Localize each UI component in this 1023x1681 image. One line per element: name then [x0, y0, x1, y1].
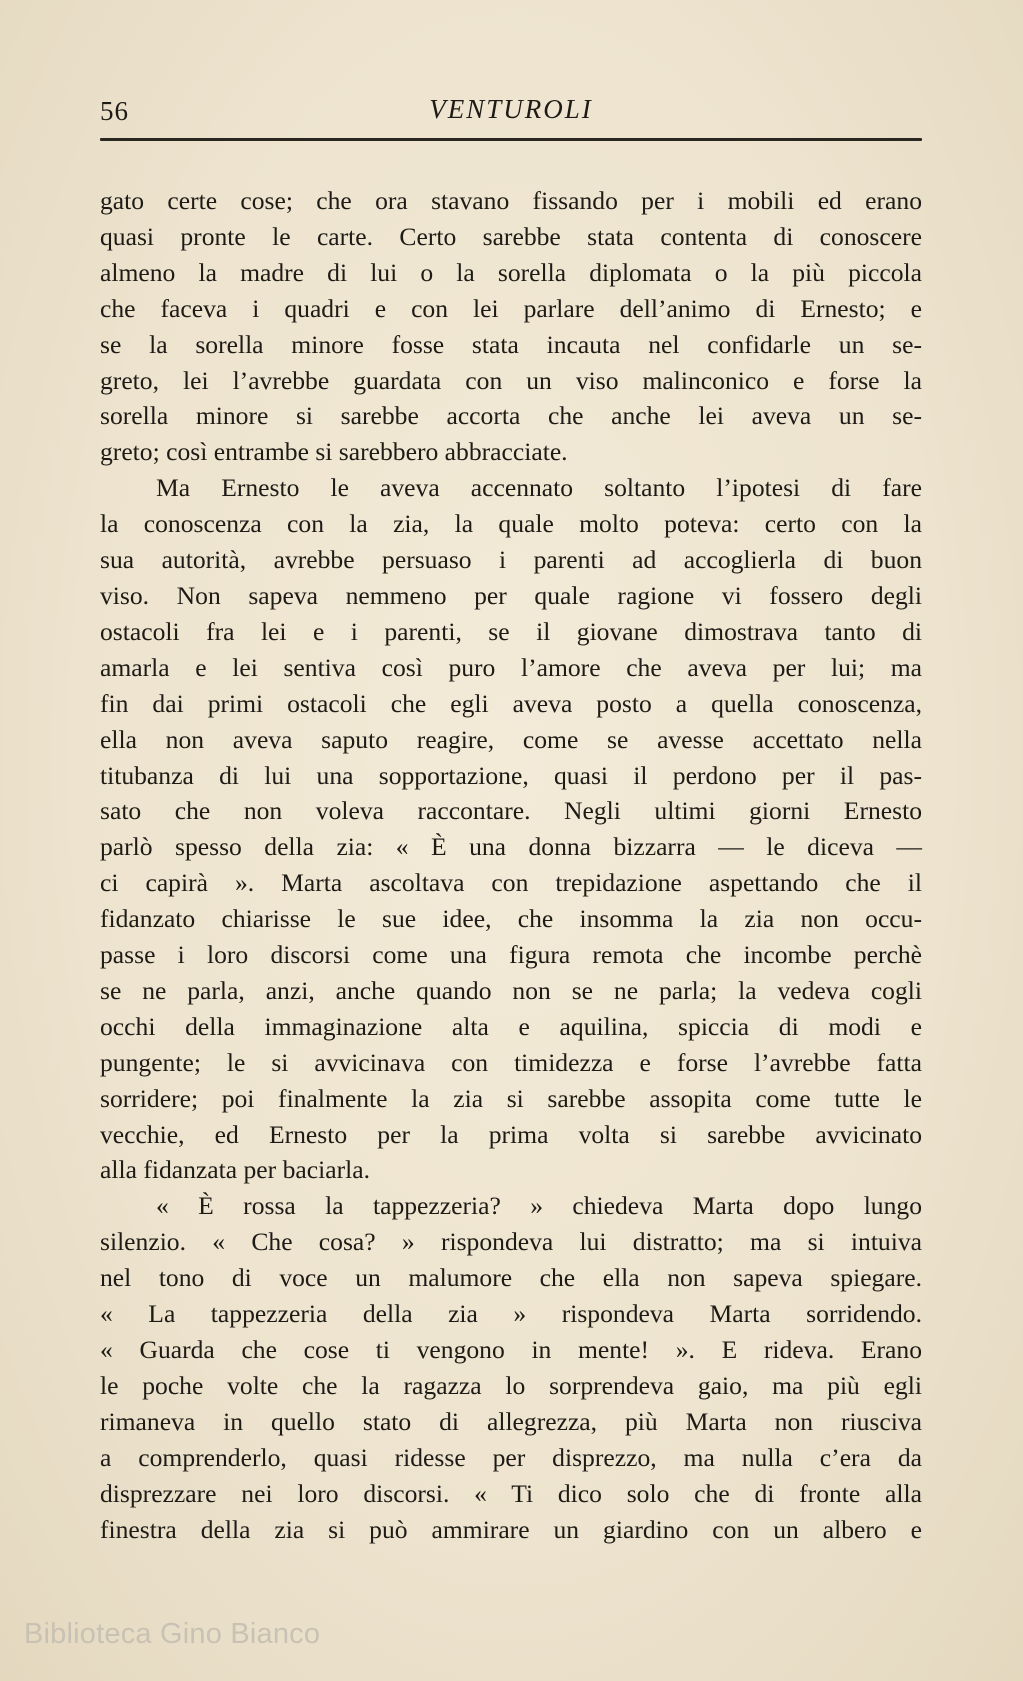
header-rule	[100, 138, 922, 141]
text-line: « La tappezzeria della zia » rispondeva Marta sorridendo.	[100, 1299, 922, 1329]
text-line: almeno la madre di lui o la sorella diplomata o la più piccola	[100, 257, 922, 287]
text-line: sorridere; poi finalmente la zia si sarebbe assopita come tutte le	[100, 1083, 922, 1113]
text-line: se la sorella minore fosse stata incauta nel confidarle un se-	[100, 329, 922, 359]
text-line: se ne parla, anzi, anche quando non se ne parla; la vedeva cogli	[100, 975, 922, 1005]
text-line: ci capirà ». Marta ascoltava con trepidazione aspettando che il	[100, 868, 922, 898]
text-line: parlò spesso della zia: « È una donna bizzarra — le diceva —	[100, 832, 922, 862]
text-line: a comprenderlo, quasi ridesse per disprezzo, ma nulla c’era da	[100, 1442, 922, 1472]
text-line: pungente; le si avvicinava con timidezza e forse l’avrebbe fatta	[100, 1047, 922, 1077]
page-number: 56	[100, 96, 129, 126]
text-line: greto, lei l’avrebbe guardata con un viso malinconico e forse la	[100, 365, 922, 395]
text-line: amarla e lei sentiva così puro l’amore che aveva per lui; ma	[100, 652, 922, 682]
text-line: finestra della zia si può ammirare un giardino con un albero e	[100, 1514, 922, 1544]
text-line: sato che non voleva raccontare. Negli ultimi giorni Ernesto	[100, 796, 922, 826]
text-line: rimaneva in quello stato di allegrezza, più Marta non riusciva	[100, 1406, 922, 1436]
text-line: fidanzato chiarisse le sue idee, che insomma la zia non occu-	[100, 904, 922, 934]
text-line: sua autorità, avrebbe persuaso i parenti ad accoglierla di buon	[100, 545, 922, 575]
text-line: sorella minore si sarebbe accorta che anche lei aveva un se-	[100, 401, 922, 431]
text-line: quasi pronte le carte. Certo sarebbe stata contenta di conoscere	[100, 221, 922, 251]
text-line: viso. Non sapeva nemmeno per quale ragione vi fossero degli	[100, 580, 922, 610]
body-text	[100, 183, 922, 1547]
text-line: passe i loro discorsi come una figura remota che incombe perchè	[100, 940, 922, 970]
text-line: greto; così entrambe si sarebbero abbracciate.	[100, 437, 568, 467]
text-line: titubanza di lui una sopportazione, quasi il perdono per il pas-	[100, 760, 922, 790]
text-line: che faceva i quadri e con lei parlare dell’animo di Ernesto; e	[100, 293, 922, 323]
text-line: nel tono di voce un malumore che ella non sapeva spiegare.	[100, 1263, 922, 1293]
running-head: VENTUROLI	[429, 94, 593, 124]
text-line: vecchie, ed Ernesto per la prima volta si sarebbe avvicinato	[100, 1119, 922, 1149]
text-line: alla fidanzata per baciarla.	[100, 1155, 370, 1185]
text-line: ostacoli fra lei e i parenti, se il giovane dimostrava tanto di	[100, 616, 922, 646]
text-line: gato certe cose; che ora stavano fissando per i mobili ed erano	[100, 186, 922, 215]
text-line: « Guarda che cose ti vengono in mente! ». E rideva. Erano	[100, 1335, 922, 1364]
text-line: occhi della immaginazione alta e aquilina, spiccia di modi e	[100, 1011, 922, 1041]
text-line: le poche volte che la ragazza lo sorprendeva gaio, ma più egli	[100, 1370, 922, 1400]
page-header	[100, 90, 922, 132]
text-line: Ma Ernesto le aveva accennato soltanto l’ipotesi di fare	[156, 473, 922, 503]
text-line: la conoscenza con la zia, la quale molto poteva: certo con la	[100, 509, 922, 539]
text-line: fin dai primi ostacoli che egli aveva posto a quella conoscenza,	[100, 688, 922, 718]
text-line: disprezzare nei loro discorsi. « Ti dico solo che di fronte alla	[100, 1478, 922, 1508]
text-line: silenzio. « Che cosa? » rispondeva lui distratto; ma si intuiva	[100, 1227, 922, 1257]
watermark: Biblioteca Gino Bianco	[24, 1618, 321, 1650]
text-line: « È rossa la tappezzeria? » chiedeva Marta dopo lungo	[156, 1191, 922, 1221]
text-line: ella non aveva saputo reagire, come se avesse accettato nella	[100, 724, 922, 754]
